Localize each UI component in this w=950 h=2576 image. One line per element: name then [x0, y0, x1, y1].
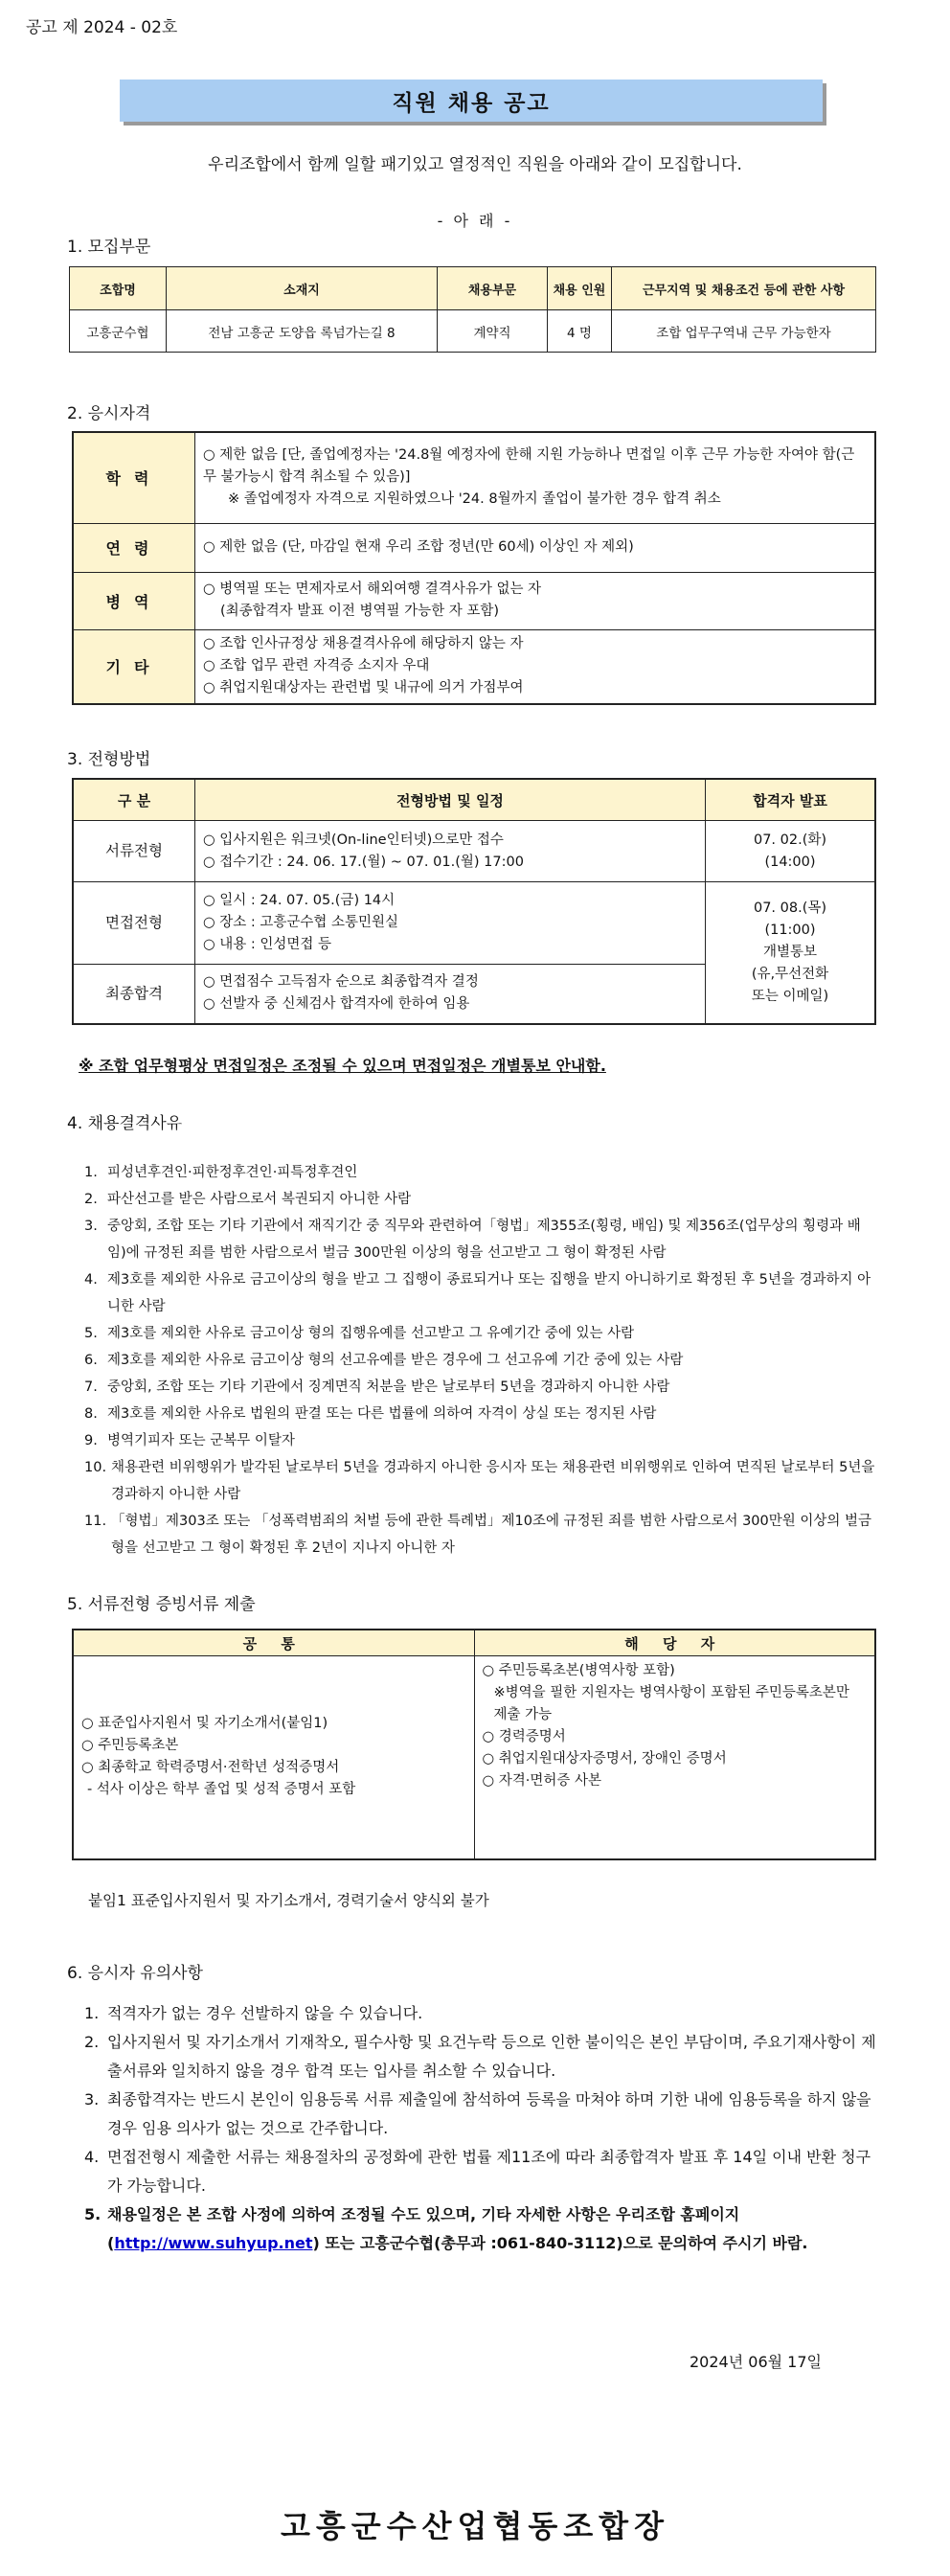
signature: 고흥군수산업협동조합장 [280, 2508, 670, 2544]
item-number: 4. [84, 1272, 98, 1288]
qual-label: 병역 [73, 572, 195, 629]
center-mark: - 아 래 - [437, 212, 513, 230]
section4-title: 4. 채용결격사유 [67, 1114, 183, 1133]
selection-header: 전형방법 및 일정 [195, 779, 706, 821]
qual-content [195, 629, 876, 704]
result-line: 07. 08.(목) [753, 900, 827, 916]
selection-stage: 면접전형 [73, 882, 195, 965]
qual-line: ○ 취업지원대상자는 관련법 및 내규에 의거 가점부여 [203, 680, 524, 696]
selection-result [706, 821, 876, 882]
list-item [84, 2200, 879, 2258]
section5-title: 5. 서류전형 증빙서류 제출 [67, 1595, 256, 1614]
item-number: 3. [84, 2090, 100, 2109]
item-text: 제3호를 제외한 사유로 금고이상 형의 집행유예를 선고받고 그 유예기간 중에 있는 사람 [107, 1326, 635, 1341]
result-line: 개별통보 [762, 944, 818, 960]
section3-title: 3. 전형방법 [67, 750, 151, 769]
item-number: 1. [84, 2004, 100, 2022]
item-number: 11. [84, 1514, 107, 1529]
recruit-header: 채용부문 [438, 267, 548, 310]
item-text: 병역기피자 또는 군복무 이탈자 [107, 1433, 295, 1448]
item-text: 제3호를 제외한 사유로 금고이상의 형을 받고 그 집행이 종료되거나 또는 집행을 받지 아니하기로 확정된 후 5년을 경과하지 아니한 사람 [107, 1272, 871, 1314]
result-line: (유,무선전화 [751, 966, 829, 982]
page-title: 직원 채용 공고 [120, 80, 823, 122]
list-item [84, 1427, 879, 1454]
item-text: 제3호를 제외한 사유로 금고이상 형의 선고유예를 받은 경우에 그 선고유예 기간 중에 있는 사람 [107, 1353, 684, 1368]
recruit-cell: 고흥군수협 [70, 310, 167, 353]
recruit-header: 채용 인원 [548, 267, 612, 310]
item-number: 1. [84, 1165, 98, 1180]
list-item [84, 1401, 879, 1427]
interview-notice: ※ 조합 업무형평상 면접일정은 조정될 수 있으며 면접일정은 개별통보 안내함. [79, 1057, 606, 1075]
item-number: 10. [84, 1460, 107, 1475]
item-text: 「형법」제303조 또는 「성폭력범죄의 처벌 등에 관한 특례법」제10조에 규정된 죄를 범한 사람으로서 300만원 이상의 벌금형을 선고받고 그 형이 확정된 후 2년이 지나지 아니한 자 [111, 1514, 872, 1556]
selection-stage: 최종합격 [73, 965, 195, 1024]
recruit-table [69, 266, 876, 353]
doc-line: ※병역을 필한 지원자는 병역사항이 포함된 주민등록초본만 제출 가능 [493, 1685, 849, 1722]
list-item [84, 1213, 879, 1266]
qual-content [195, 523, 876, 572]
item-number: 3. [84, 1219, 98, 1234]
list-item [84, 1159, 879, 1186]
doc-line: ○ 주민등록초본 [81, 1738, 179, 1754]
item5-pre: 채용일정은 본 조합 사정에 의하여 조정될 수도 있으며, 기타 자세한 사항은 우리조합 홈페이지( [107, 2205, 740, 2252]
item-number: 9. [84, 1433, 98, 1448]
recruit-cell: 계약직 [438, 310, 548, 353]
homepage-link[interactable]: http://www.suhyup.net [114, 2234, 313, 2252]
item-text: 면접전형시 제출한 서류는 채용절차의 공정화에 관한 법률 제11조에 따라 최종합격자 발표 후 14일 이내 반환 청구가 가능합니다. [107, 2148, 871, 2195]
selection-content [195, 882, 706, 965]
qual-content [195, 572, 876, 629]
qual-content [195, 432, 876, 523]
item-text [107, 2200, 879, 2258]
item-text: 중앙회, 조합 또는 기타 기관에서 징계면직 처분을 받은 날로부터 5년을 경과하지 아니한 사람 [107, 1379, 670, 1395]
qual-line: ○ 제한 없음 (단, 마감일 현재 우리 조합 정년(만 60세) 이상인 자 제외) [203, 539, 634, 555]
result-line: 07. 02.(화) [753, 832, 827, 848]
recruit-cell: 전남 고흥군 도양읍 록넘가는길 8 [167, 310, 438, 353]
item5-post: ) 또는 고흥군수협(총무과 :061-840-3112)으로 문의하여 주시기 바람. [312, 2234, 808, 2252]
item-number: 2. [84, 1192, 98, 1207]
qual-label: 기타 [73, 629, 195, 704]
doc-line: ○ 자격·면허증 사본 [482, 1773, 602, 1789]
result-line: 또는 이메일) [751, 988, 829, 1004]
item-text: 제3호를 제외한 사유로 법원의 판결 또는 다른 법률에 의하여 자격이 상실 또는 정지된 사람 [107, 1406, 657, 1422]
qual-label: 학력 [73, 432, 195, 523]
list-item [84, 1266, 879, 1320]
selection-line: ○ 면접점수 고득점자 순으로 최종합격자 결정 [203, 974, 479, 991]
list-item [84, 1320, 879, 1347]
item-number: 6. [84, 1353, 98, 1368]
qual-line: ○ 조합 업무 관련 자격증 소지자 우대 [203, 658, 430, 674]
doc-line: ○ 표준입사지원서 및 자기소개서(붙임1) [81, 1716, 328, 1732]
qualification-table [72, 431, 876, 705]
item-number: 8. [84, 1406, 98, 1422]
documents-header: 해 당 자 [474, 1630, 875, 1656]
disqualification-list [84, 1159, 879, 1562]
item-number: 2. [84, 2033, 100, 2051]
doc-line: ○ 경력증명서 [482, 1729, 566, 1744]
list-item [84, 1508, 879, 1562]
list-item [84, 2028, 879, 2086]
item-text: 적격자가 없는 경우 선발하지 않을 수 있습니다. [107, 2004, 423, 2022]
item-number: 7. [84, 1379, 98, 1395]
selection-line: ○ 장소 : 고흥군수협 소통민원실 [203, 915, 399, 930]
list-item [84, 2143, 879, 2200]
result-line: (11:00) [764, 922, 816, 938]
intro-text: 우리조합에서 함께 일할 패기있고 열정적인 직원을 아래와 같이 모집합니다. [208, 155, 742, 174]
item-number: 5. [84, 2205, 102, 2223]
common-documents [73, 1656, 474, 1859]
documents-header: 공 통 [73, 1630, 474, 1656]
qual-line: ○ 조합 인사규정상 채용결격사유에 해당하지 않는 자 [203, 636, 524, 652]
item-text: 파산선고를 받은 사람으로서 복권되지 아니한 사람 [107, 1192, 412, 1207]
selection-line: ○ 내용 : 인성면접 등 [203, 937, 332, 952]
qual-label: 연령 [73, 523, 195, 572]
list-item [84, 1454, 879, 1508]
item-text: 최종합격자는 반드시 본인이 임용등록 서류 제출일에 참석하여 등록을 마쳐야 하며 기한 내에 임용등록을 하지 않을 경우 임용 의사가 없는 것으로 간주합니다. [107, 2090, 871, 2137]
qual-line: ※ 졸업예정자 자격으로 지원하였으나 '24. 8월까지 졸업이 불가한 경우 합격 취소 [228, 491, 721, 508]
selection-result [706, 882, 876, 1024]
selection-content [195, 821, 706, 882]
qual-line: (최종합격자 발표 이전 병역필 가능한 자 포함) [220, 604, 500, 619]
recruit-cell: 4 명 [548, 310, 612, 353]
selection-header: 합격자 발표 [706, 779, 876, 821]
item-text: 피성년후견인·피한정후견인·피특정후견인 [107, 1165, 358, 1180]
applicable-documents [474, 1656, 875, 1859]
qual-line: ○ 병역필 또는 면제자로서 해외여행 결격사유가 없는 자 [203, 581, 542, 597]
recruit-header: 근무지역 및 채용조건 등에 관한 사항 [612, 267, 876, 310]
doc-number: 공고 제 2024 - 02호 [26, 18, 178, 37]
list-item [84, 1374, 879, 1401]
recruit-header: 소재지 [167, 267, 438, 310]
selection-line: ○ 입사지원은 워크넷(On-line인터넷)으로만 접수 [203, 832, 504, 848]
item-number: 4. [84, 2148, 100, 2166]
selection-line: ○ 접수기간 : 24. 06. 17.(월) ~ 07. 01.(월) 17:00 [203, 854, 524, 870]
item-text: 중앙회, 조합 또는 기타 기관에서 재직기간 중 직무와 관련하여「형법」제355조(횡령, 배임) 및 제356조(업무상의 횡령과 배임)에 규정된 죄를 범한 사람으로서 벌금 300만원 이상의 형을 선고받고 그 형이 확정된 사람 [107, 1219, 861, 1261]
recruit-cell: 조합 업무구역내 근무 가능한자 [612, 310, 876, 353]
list-item [84, 2086, 879, 2143]
recruit-header: 조합명 [70, 267, 167, 310]
list-item [84, 1347, 879, 1374]
applicant-notes-list [84, 1999, 879, 2258]
doc-line: ○ 주민등록초본(병역사항 포함) [482, 1663, 675, 1678]
item-text: 입사지원서 및 자기소개서 기재착오, 필수사항 및 요건누락 등으로 인한 불이익은 본인 부담이며, 주요기재사항이 제출서류와 일치하지 않을 경우 합격 또는 입사를 취소할 수 있습니다. [107, 2033, 876, 2080]
item-text: 채용관련 비위행위가 발각된 날로부터 5년을 경과하지 아니한 응시자 또는 채용관련 비위행위로 인하여 면직된 날로부터 5년을 경과하지 아니한 사람 [111, 1460, 875, 1502]
doc-line: ○ 최종학교 학력증명서·전학년 성적증명서 [81, 1760, 340, 1776]
notice-date: 2024년 06월 17일 [690, 2353, 822, 2371]
list-item [84, 1999, 879, 2028]
selection-stage: 서류전형 [73, 821, 195, 882]
doc-line: - 석사 이상은 학부 졸업 및 성적 증명서 포함 [87, 1782, 356, 1798]
selection-table [72, 778, 876, 1025]
selection-line: ○ 일시 : 24. 07. 05.(금) 14시 [203, 893, 396, 908]
section1-title: 1. 모집부문 [67, 238, 151, 257]
result-line: (14:00) [764, 854, 816, 870]
list-item [84, 1186, 879, 1213]
qual-line: ○ 제한 없음 [단, 졸업예정자는 '24.8월 예정자에 한해 지원 가능하나 면접일 이후 근무 가능한 자여야 함(근무 불가능시 합격 취소될 수 있음)] [203, 447, 855, 486]
section2-title: 2. 응시자격 [67, 404, 151, 423]
section6-title: 6. 응시자 유의사항 [67, 1964, 203, 1983]
selection-header: 구 분 [73, 779, 195, 821]
documents-table [72, 1629, 876, 1860]
selection-content [195, 965, 706, 1024]
item-number: 5. [84, 1326, 98, 1341]
attachment-note: 붙임1 표준입사지원서 및 자기소개서, 경력기술서 양식외 불가 [88, 1892, 489, 1909]
selection-line: ○ 선발자 중 신체검사 합격자에 한하여 임용 [203, 996, 470, 1013]
doc-line: ○ 취업지원대상자증명서, 장애인 증명서 [482, 1751, 727, 1767]
